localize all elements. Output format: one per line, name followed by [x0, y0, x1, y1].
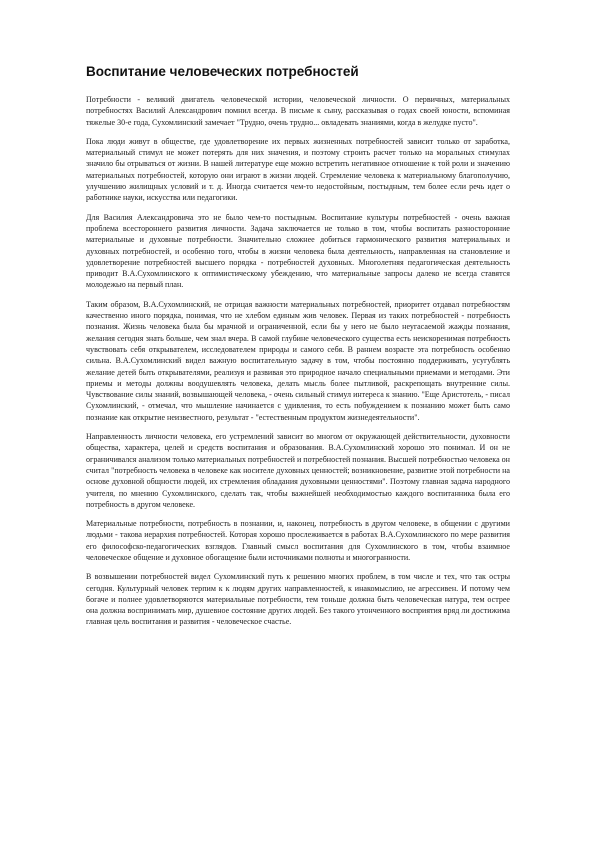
document-page — [86, 64, 510, 636]
paragraph-5: Направленность личности человека, его устремлений зависит во многом от окружающей действительности, духовности общества, характера, целей и средств воспитания и образования. В.А.Сухомлинский хорошо это понимал. И он не ограничивался анализом только материальных потребностей и потребностей познания. Высшей потребностью человека он считал "потребность человека в человеке как носителе духовных ценностей; возникновение, развитие этой потребности на основе духовной общности людей, их стремления обладания духовными ценностями". Поэтому главная задача народного учителя, по мнению Сухомлинского, сделать так, чтобы важнейшей необходимостью каждого воспитанника была его потребность в другом человеке. — [86, 432, 510, 509]
paragraph-1: Потребности - великий двигатель человеческой истории, человеческой личности. О первичных, материальных потребностях Василий Александрович помнил всегда. В письме к сыну, рассказывая о годах своей юности, вспоминая тяжелые 30-е года, Сухомлинский замечает "Трудно, очень трудно... овладевать знаниями, когда в желудке пусто". — [86, 95, 510, 127]
paragraph-6: Материальные потребности, потребность в познании, и, наконец, потребность в другом человеке, в общении с другими людьми - такова иерархия потребностей. Которая хорошо прослеживается в работах В.А.Сухомлинского по мере развития его философско-педагогических взглядов. Главный смысл воспитания для Сухомлинского в том, чтобы взаимное человеческое общение и духовное обогащение были источниками полноты и многогранности. — [86, 519, 510, 562]
paragraph-2: Пока люди живут в обществе, где удовлетворение их первых жизненных потребностей зависит только от заработка, материальный стимул не может потерять для них значения, и поэтому строить расчет только на моральных стимулах значило бы отрываться от жизни. В нашей литературе еще можно встретить негативное отношение к той роли и значению материальных потребностей, которую они играют в жизни людей. Стремление человека к материальному благополучию, улучшению жилищных условий и т. д. Иногда считается чем-то недостойным, постыдным, тем более если речь идет о работнике науки, искусства или педагогики. — [86, 136, 510, 203]
paragraph-7: В возвышении потребностей видел Сухомлинский путь к решению многих проблем, в том числе и тех, что так остры сегодня. Культурный человек терпим к к людям других направленностей, к инакомыслию, не агрессивен. И потому чем богаче и полнее удовлетворяются материальные потребности, тем тоньше должна быть человеческая натура, тем острее она должна воспринимать мир, душевное состояние других людей. Без такого утонченного восприятия вряд ли достижима главная цель воспитания и развития - человеческое счастье. — [86, 572, 510, 627]
document-title: Воспитание человеческих потребностей — [86, 64, 359, 79]
paragraph-4: Таким образом, В.А.Сухомлинский, не отрицая важности материальных потребностей, приоритет отдавал потребностям качественно иного порядка, понимая, что не хлебом единым жив человек. Первая из таких потребностей - потребность познания. Жизнь человека была бы мрачной и ограниченной, если бы у него не было неугасаемой жажды познания, желания сегодня знать больше, чем знал вчера. В самой глубине человеческого существа есть неискоренимая потребность чувствовать себя открывателем, исследователем природы и самого себя. В раннем возрасте эта потребность особенно сильна. В.А.Сухомлинский видел важную воспитательную задачу в том, чтобы постоянно поддерживать, усугублять желание детей быть открывателями, реализуя и развивая это природное начало специальными приемами и методами. Эти приемы и методы должны воодушевлять человека, делать мысль более пытливой, раскрепощать внутренние силы. Чувствование силы знаний, возвышающей человека, - очень сильный стимул интереса к знанию. "Еще Аристотель, - писал Сухомлинский, - отмечал, что мышление начинается с удивления, то есть побуждением к познанию может быть само познание как открытие неизвестного, результат - "естественным продуктом жизнедеятельности". — [86, 299, 510, 422]
paragraph-3: Для Василия Александровича это не было чем-то постыдным. Воспитание культуры потребностей - очень важная проблема всестороннего развития личности. Задача заключается не только в том, чтобы воспитать разносторонние материальные и духовные потребности. Значительно сложнее добиться гармонического развития материальных и духовных потребностей, и особенно того, чтобы в жизни человека была деятельность, направленная на становление и удовлетворение потребностей высшего порядка - потребностей духовных. Многолетняя педагогическая деятельность приводит В.А.Сухомлинского к оптимистическому убеждению, что материальные запросы далеко не всегда ставятся молодежью на первый план. — [86, 212, 510, 290]
